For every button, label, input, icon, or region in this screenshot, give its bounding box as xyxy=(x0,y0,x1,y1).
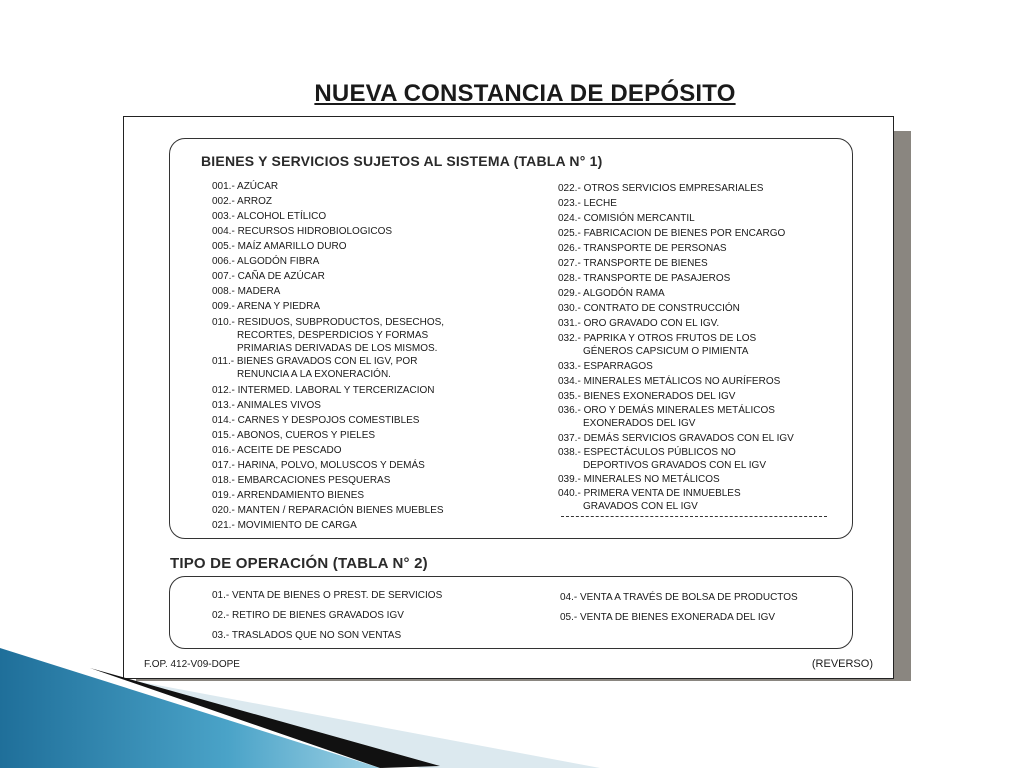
signature-dashed-line xyxy=(561,516,827,517)
list-item: 04.- VENTA A TRAVÉS DE BOLSA DE PRODUCTOS xyxy=(560,592,798,603)
slide-title: NUEVA CONSTANCIA DE DEPÓSITO xyxy=(314,80,736,107)
list-item: 008.- MADERA xyxy=(212,286,281,297)
table1-left-column xyxy=(212,179,444,533)
list-item: 014.- CARNES Y DESPOJOS COMESTIBLES xyxy=(212,415,420,426)
list-item: 002.- ARROZ xyxy=(212,196,273,207)
list-item: 025.- FABRICACION DE BIENES POR ENCARGO xyxy=(558,228,786,239)
form-side-label: (REVERSO) xyxy=(811,658,873,670)
list-item: 006.- ALGODÓN FIBRA xyxy=(212,256,320,267)
list-item: 003.- ALCOHOL ETÍLICO xyxy=(212,211,327,222)
list-item: 011.- BIENES GRAVADOS CON EL IGV, POR xyxy=(212,356,418,367)
list-item: 001.- AZÚCAR xyxy=(212,181,279,192)
list-item: 019.- ARRENDAMIENTO BIENES xyxy=(212,490,365,501)
list-item: DEPORTIVOS GRAVADOS CON EL IGV xyxy=(558,460,767,471)
list-item: 030.- CONTRATO DE CONSTRUCCIÓN xyxy=(558,303,740,314)
list-item: GÉNEROS CAPSICUM O PIMIENTA xyxy=(558,346,749,357)
list-item: 040.- PRIMERA VENTA DE INMUEBLES xyxy=(558,488,741,499)
form-document xyxy=(123,116,894,679)
list-item: 01.- VENTA DE BIENES O PREST. DE SERVICIOS xyxy=(212,590,443,601)
list-item: 022.- OTROS SERVICIOS EMPRESARIALES xyxy=(558,183,764,194)
list-item: 010.- RESIDUOS, SUBPRODUCTOS, DESECHOS, xyxy=(212,317,445,328)
list-item: RENUNCIA A LA EXONERACIÓN. xyxy=(212,369,391,380)
list-item: 016.- ACEITE DE PESCADO xyxy=(212,445,342,456)
list-item: 024.- COMISIÓN MERCANTIL xyxy=(558,213,695,224)
list-item: 038.- ESPECTÁCULOS PÚBLICOS NO xyxy=(558,447,736,458)
list-item: 020.- MANTEN / REPARACIÓN BIENES MUEBLES xyxy=(212,505,444,516)
table2-right-ops xyxy=(560,588,798,628)
list-item: 032.- PAPRIKA Y OTROS FRUTOS DE LOS xyxy=(558,333,757,344)
list-item: PRIMARIAS DERIVADAS DE LOS MISMOS. xyxy=(212,343,438,354)
list-item: 033.- ESPARRAGOS xyxy=(558,361,653,372)
list-item: 037.- DEMÁS SERVICIOS GRAVADOS CON EL IGV xyxy=(558,433,794,444)
list-item: 023.- LECHE xyxy=(558,198,617,209)
table2-left-ops xyxy=(212,586,442,646)
list-item: 036.- ORO Y DEMÁS MINERALES METÁLICOS xyxy=(558,405,775,416)
form-code: F.OP. 412-V09-DOPE xyxy=(144,659,240,670)
list-item: 034.- MINERALES METÁLICOS NO AURÍFEROS xyxy=(558,376,781,387)
list-item: 035.- BIENES EXONERADOS DEL IGV xyxy=(558,391,736,402)
list-item: 039.- MINERALES NO METÁLICOS xyxy=(558,474,720,485)
list-item: 015.- ABONOS, CUEROS Y PIELES xyxy=(212,430,376,441)
table2-heading: TIPO DE OPERACIÓN (TABLA N° 2) xyxy=(170,555,428,572)
list-item: 029.- ALGODÓN RAMA xyxy=(558,288,665,299)
list-item: RECORTES, DESPERDICIOS Y FORMAS xyxy=(212,330,429,341)
list-item: 004.- RECURSOS HIDROBIOLOGICOS xyxy=(212,226,393,237)
list-item: 02.- RETIRO DE BIENES GRAVADOS IGV xyxy=(212,610,404,621)
list-item: 026.- TRANSPORTE DE PERSONAS xyxy=(558,243,727,254)
list-item: 031.- ORO GRAVADO CON EL IGV. xyxy=(558,318,720,329)
list-item: 012.- INTERMED. LABORAL Y TERCERIZACION xyxy=(212,385,435,396)
list-item: 017.- HARINA, POLVO, MOLUSCOS Y DEMÁS xyxy=(212,460,425,471)
list-item: 027.- TRANSPORTE DE BIENES xyxy=(558,258,708,269)
decorative-wave xyxy=(0,638,1024,768)
list-item: 005.- MAÍZ AMARILLO DURO xyxy=(212,241,347,252)
list-item: 013.- ANIMALES VIVOS xyxy=(212,400,321,411)
list-item: EXONERADOS DEL IGV xyxy=(558,418,696,429)
list-item: 028.- TRANSPORTE DE PASAJEROS xyxy=(558,273,731,284)
list-item: 05.- VENTA DE BIENES EXONERADA DEL IGV xyxy=(560,612,776,623)
list-item: 03.- TRASLADOS QUE NO SON VENTAS xyxy=(212,630,402,641)
list-item: 007.- CAÑA DE AZÚCAR xyxy=(212,271,325,282)
table1-right-column xyxy=(558,181,794,513)
list-item: 009.- ARENA Y PIEDRA xyxy=(212,301,321,312)
list-item: GRAVADOS CON EL IGV xyxy=(558,501,698,512)
table1-heading: BIENES Y SERVICIOS SUJETOS AL SISTEMA (TABLA N° 1) xyxy=(201,153,603,169)
list-item: 018.- EMBARCACIONES PESQUERAS xyxy=(212,475,391,486)
list-item: 021.- MOVIMIENTO DE CARGA xyxy=(212,520,357,531)
